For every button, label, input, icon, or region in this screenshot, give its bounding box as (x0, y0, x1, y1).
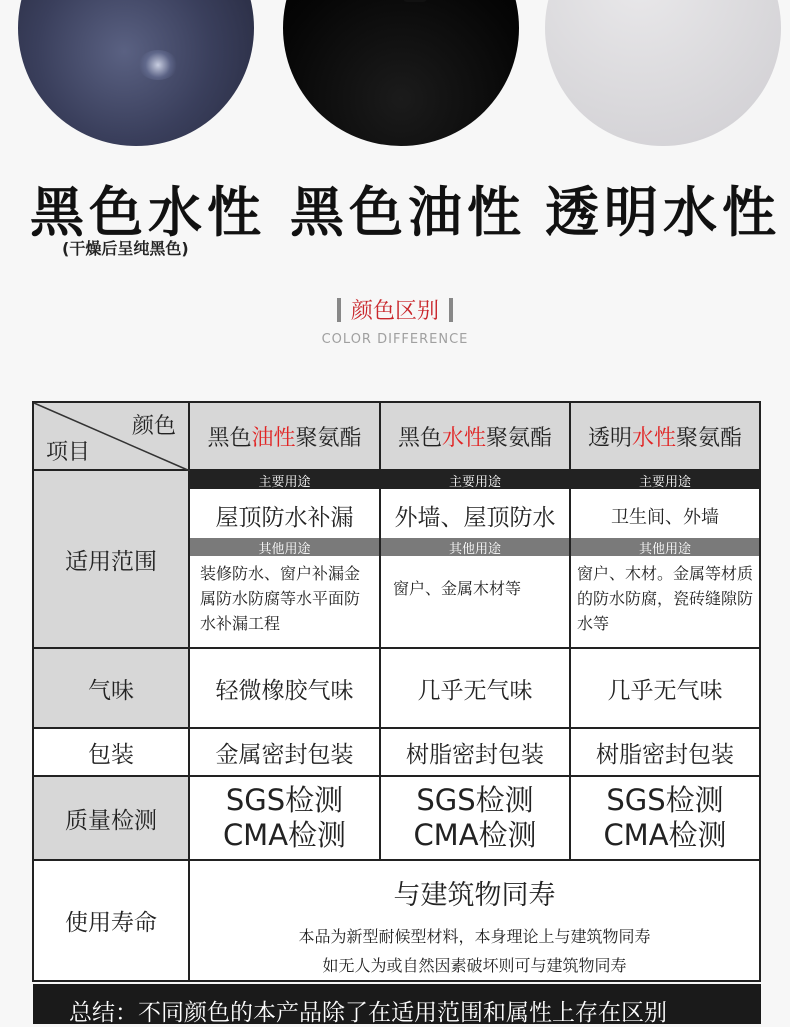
main-use-value: 外墙、屋顶防水 (394, 504, 556, 531)
other-use-band: 其他用途 (381, 538, 569, 556)
main-use-value: 卫生间、外墙 (611, 507, 719, 528)
scope-cell-2 (381, 471, 571, 649)
quality-value-2 (381, 777, 571, 861)
other-use-value: 窗户、木材。金属等材质的防水防腐，瓷砖缝隙防水等 (577, 564, 754, 633)
corner-color-label: 颜色 (131, 414, 176, 439)
quality-value-3 (571, 777, 759, 861)
quality-value-1 (190, 777, 381, 861)
package-value-2: 树脂密封包装 (381, 729, 571, 777)
smell-value-3: 几乎无气味 (571, 649, 759, 729)
scope-cell-3 (571, 471, 759, 649)
product-photo-clear-water (545, 0, 781, 146)
cma-test: CMA检测 (222, 818, 347, 852)
col2-post: 聚氨酯 (486, 425, 553, 451)
column-header-black-water (381, 403, 571, 471)
row-label-package: 包装 (34, 729, 190, 777)
other-use-value: 窗户、金属木材等 (393, 579, 522, 598)
sgs-test: SGS检测 (225, 783, 344, 817)
col1-pre: 黑色 (207, 425, 252, 451)
life-title: 与建筑物同寿 (393, 880, 556, 911)
life-desc-2: 如无人为或自然因素破坏则可与建筑物同寿 (322, 956, 627, 975)
main-use-band: 主要用途 (571, 471, 759, 489)
main-use-band: 主要用途 (190, 471, 379, 489)
row-label-quality: 质量检测 (34, 777, 190, 861)
product-note: (干燥后呈纯黑色) (62, 239, 189, 258)
bracket-right (449, 298, 453, 322)
other-use-band: 其他用途 (571, 538, 759, 556)
bracket-left (337, 298, 341, 322)
cma-test: CMA检测 (603, 818, 727, 852)
section-title: 颜色区别 (350, 299, 439, 324)
col3-post: 聚氨酯 (676, 425, 743, 451)
product-photo-black-water (18, 0, 254, 146)
column-header-black-oil (190, 403, 381, 471)
other-use-value: 装修防水、窗户补漏金属防水防腐等水平面防水补漏工程 (200, 564, 361, 633)
table-corner-header (34, 403, 190, 471)
corner-item-label: 项目 (46, 440, 91, 465)
comparison-table (32, 401, 761, 982)
col1-highlight: 油性 (251, 425, 296, 451)
summary-footer: 总结：不同颜色的本产品除了在适用范围和属性上存在区别 (33, 984, 761, 1024)
row-label-life: 使用寿命 (34, 861, 190, 980)
col2-pre: 黑色 (397, 425, 442, 451)
life-desc-1: 本品为新型耐候型材料，本身理论上与建筑物同寿 (298, 927, 651, 946)
smell-value-1: 轻微橡胶气味 (190, 649, 381, 729)
scope-cell-1 (190, 471, 381, 649)
life-value (190, 861, 759, 980)
main-use-value: 屋顶防水补漏 (215, 504, 354, 531)
product-title-black-oil: 黑色油性 (290, 181, 526, 244)
col3-pre: 透明 (587, 425, 632, 451)
package-value-3: 树脂密封包装 (571, 729, 759, 777)
col1-post: 聚氨酯 (295, 425, 362, 451)
package-value-1: 金属密封包装 (190, 729, 381, 777)
smell-value-2: 几乎无气味 (381, 649, 571, 729)
section-subtitle: COLOR DIFFERENCE (321, 332, 469, 347)
sgs-test: SGS检测 (606, 783, 724, 817)
main-use-band: 主要用途 (381, 471, 569, 489)
section-header (0, 294, 790, 325)
other-use-band: 其他用途 (190, 538, 379, 556)
product-title-clear-water: 透明水性 (545, 181, 781, 244)
product-photo-black-oil (283, 0, 519, 146)
row-label-scope: 适用范围 (34, 471, 190, 649)
row-label-smell: 气味 (34, 649, 190, 729)
column-header-clear-water (571, 403, 759, 471)
sgs-test: SGS检测 (416, 783, 534, 817)
cma-test: CMA检测 (413, 818, 537, 852)
col2-highlight: 水性 (441, 425, 486, 451)
product-title-black-water: 黑色水性 (30, 181, 266, 244)
col3-highlight: 水性 (631, 425, 676, 451)
